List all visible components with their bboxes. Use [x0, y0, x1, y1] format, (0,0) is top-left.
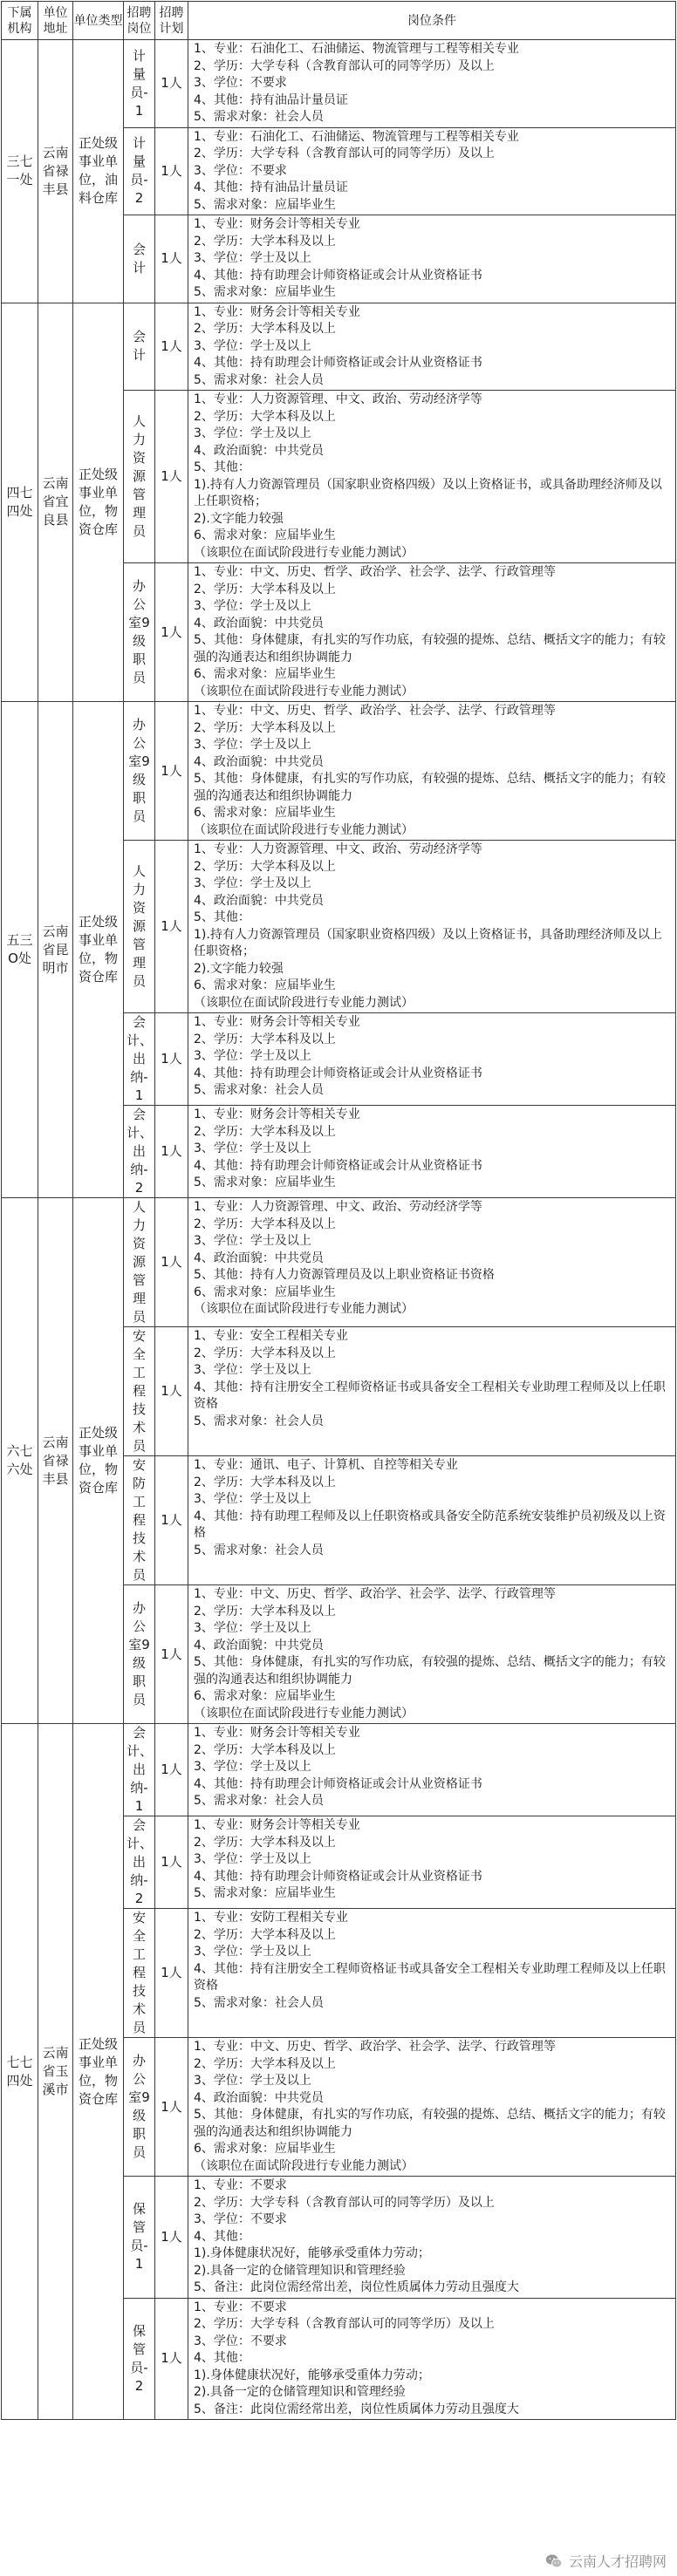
table-body	[2, 40, 676, 2420]
unit-org-cell: 三七一处	[2, 40, 38, 303]
condition-line: 4、其他：	[194, 2351, 250, 2365]
condition-line: 6、需求对象：应届毕业生	[194, 1285, 336, 1299]
condition-line: 4、政治面貌：中共党员	[194, 754, 324, 769]
conditions-cell	[188, 1106, 676, 1198]
condition-line: 3、学位：学士及以上	[194, 1363, 311, 1377]
count-cell: 1人	[155, 1585, 188, 1724]
condition-line: 5、需求对象：社会人员	[194, 110, 324, 124]
condition-line: 5、备注：此岗位需经常出差，岗位性质属体力劳动且强度大	[194, 2402, 519, 2416]
condition-line: 4、其他：持有注册安全工程师资格证书或具备安全工程相关专业助理工程师及以上任职资格	[194, 1380, 666, 1411]
condition-line: 5、需求对象：社会人员	[194, 1414, 324, 1428]
position-cell: 安全工程技术员	[124, 1909, 155, 2038]
condition-line: 4、政治面貌：中共党员	[194, 443, 324, 458]
position-cell: 计量员-2	[124, 127, 155, 215]
conditions-cell	[188, 1909, 676, 2038]
condition-line: 5、其他：身体健康，有扎实的写作功底，有较强的提炼、总结、概括文字的能力；有较强的沟通表达和组织协调能力	[194, 772, 666, 803]
conditions-cell	[188, 303, 676, 391]
condition-line: 2、学历：大学本科及以上	[194, 1124, 336, 1139]
conditions-cell	[188, 1816, 676, 1909]
condition-line: 4、其他：持有助理工程师及以上任职资格或具备安全防范系统安装维护员初级及以上资格	[194, 1509, 666, 1540]
condition-line: 3、学位：学士及以上	[194, 1852, 311, 1866]
condition-line: （该职位在面试阶段进行专业能力测试）	[194, 822, 414, 837]
position-cell: 会计、出纳-1	[124, 1013, 155, 1106]
condition-line: 2、学历：大学本科及以上	[194, 234, 336, 249]
position-cell: 计量员-1	[124, 40, 155, 128]
condition-line: 4、政治面貌：中共党员	[194, 893, 324, 908]
condition-line: 2、学历：大学专科（含教育部认可的同等学历）及以上	[194, 2195, 495, 2210]
condition-line: 4、其他：持有注册安全工程师资格证书或具备安全工程相关专业助理工程师及以上任职资格	[194, 1961, 666, 1993]
count-cell: 1人	[155, 1198, 188, 1327]
count-cell: 1人	[155, 303, 188, 391]
position-cell: 安防工程技术员	[124, 1456, 155, 1585]
condition-line: 1、专业：财务会计等相关专业	[194, 304, 360, 319]
condition-line: 5、需求对象：应届毕业生	[194, 285, 336, 299]
condition-line: 4、政治面貌：中共党员	[194, 616, 324, 630]
unit-org-cell: 六七六处	[2, 1198, 38, 1724]
condition-line: 3、学位：学士及以上	[194, 1141, 311, 1155]
condition-line: 1).持有人力资源管理员（国家职业资格四级）及以上资格证书，具备助理经济师及以上任职资格；	[194, 927, 662, 958]
condition-line: 1、专业：中文、历史、哲学、政治学、社会学、法学、行政管理等	[194, 565, 556, 579]
condition-line: 5、备注：此岗位需经常出差，岗位性质属体力劳动且强度大	[194, 2280, 519, 2294]
condition-line: 5、需求对象：应届毕业生	[194, 1176, 336, 1189]
position-cell: 保管员-1	[124, 2177, 155, 2299]
condition-line: 4、其他：持有助理会计师资格证或会计从业资格证书	[194, 268, 482, 283]
condition-line: 1、专业：通讯、电子、计算机、自控等相关专业	[194, 1458, 458, 1472]
condition-line: 1、专业：人力资源管理、中文、政治、劳动经济学等	[194, 1200, 482, 1214]
condition-line: 4、其他：	[194, 2229, 250, 2244]
condition-line: 4、其他：持有助理会计师资格证或会计从业资格证书	[194, 1869, 482, 1884]
recruitment-table-sheet	[1, 1, 675, 2420]
condition-line: 2).文字能力较强	[194, 961, 284, 976]
conditions-cell	[188, 1724, 676, 1816]
condition-line: 3、学位：学士及以上	[194, 1234, 311, 1248]
condition-line: 4、其他：持有油品计量员证	[194, 92, 348, 107]
conditions-cell	[188, 2177, 676, 2299]
position-cell: 人力资源管理员	[124, 391, 155, 563]
condition-line: 2、学历：大学本科及以上	[194, 1835, 336, 1850]
condition-line: 1、专业：石油化工、石油储运、物流管理与工程等相关专业	[194, 42, 519, 56]
condition-line: 1、专业：人力资源管理、中文、政治、劳动经济学等	[194, 842, 482, 856]
condition-line: 1、专业：财务会计等相关专业	[194, 1726, 360, 1740]
unit-location-cell: 云南省禄丰县	[38, 40, 73, 303]
count-cell: 1人	[155, 215, 188, 303]
condition-line: 1、专业：不要求	[194, 2300, 287, 2314]
conditions-cell	[188, 2298, 676, 2420]
unit-type-cell: 正处级事业单位，物资仓库	[73, 1198, 124, 1724]
conditions-cell	[188, 40, 676, 128]
unit-org-cell: 七七四处	[2, 1724, 38, 2420]
condition-line: 2、学历：大学本科及以上	[194, 582, 336, 596]
condition-line: 1、专业：中文、历史、哲学、政治学、社会学、法学、行政管理等	[194, 1587, 556, 1601]
condition-line: 6、需求对象：应届毕业生	[194, 978, 336, 992]
count-cell: 1人	[155, 1013, 188, 1106]
condition-line: 2、学历：大学专科（含教育部认可的同等学历）及以上	[194, 2317, 495, 2331]
condition-line: 3、学位：不要求	[194, 76, 287, 90]
source-watermark	[539, 2549, 672, 2573]
condition-line: 3、学位：学士及以上	[194, 1945, 311, 1959]
condition-line: 3、学位：学士及以上	[194, 426, 311, 440]
condition-line: 1、专业：石油化工、石油储运、物流管理与工程等相关专业	[194, 129, 519, 144]
condition-line: 2、学历：大学专科（含教育部认可的同等学历）及以上	[194, 58, 495, 73]
wechat-icon	[544, 2552, 564, 2571]
count-cell: 1人	[155, 1909, 188, 2038]
condition-line: 5、需求对象：社会人员	[194, 1083, 324, 1097]
condition-line: 2、学历：大学本科及以上	[194, 1604, 336, 1619]
condition-line: 1、专业：安全工程相关专业	[194, 1329, 348, 1343]
count-cell: 1人	[155, 841, 188, 1013]
condition-line: （该职位在面试阶段进行专业能力测试）	[194, 545, 414, 560]
condition-line: 2、学历：大学本科及以上	[194, 720, 336, 735]
table-row	[2, 702, 676, 841]
count-cell: 1人	[155, 563, 188, 702]
condition-line: 4、政治面貌：中共党员	[194, 1638, 324, 1653]
header-count: 招聘计划	[155, 2, 188, 40]
condition-line: 1、专业：中文、历史、哲学、政治学、社会学、法学、行政管理等	[194, 2040, 556, 2054]
condition-line: 4、其他：持有助理会计师资格证或会计从业资格证书	[194, 356, 482, 370]
condition-line: 2、学历：大学本科及以上	[194, 1346, 336, 1360]
condition-line: 4、其他：持有助理会计师资格证或会计从业资格证书	[194, 1066, 482, 1080]
condition-line: 1、专业：财务会计等相关专业	[194, 1107, 360, 1121]
count-cell: 1人	[155, 2298, 188, 2420]
condition-line: 3、学位：学士及以上	[194, 2074, 311, 2088]
conditions-cell	[188, 391, 676, 563]
condition-line: 6、需求对象：应届毕业生	[194, 1689, 336, 1703]
condition-line: 2、学历：大学本科及以上	[194, 2056, 336, 2071]
count-cell: 1人	[155, 1106, 188, 1198]
watermark-text: 云南人才招聘网	[568, 2553, 667, 2570]
position-cell: 会计、出纳-1	[124, 1724, 155, 1816]
condition-line: 2、学历：大学本科及以上	[194, 1475, 336, 1489]
count-cell: 1人	[155, 1327, 188, 1456]
conditions-cell	[188, 2038, 676, 2177]
table-row	[2, 303, 676, 391]
header-row	[2, 2, 676, 40]
count-cell: 1人	[155, 1456, 188, 1585]
condition-line: 5、需求对象：社会人员	[194, 1995, 324, 2010]
condition-line: 3、学位：学士及以上	[194, 1049, 311, 1063]
unit-type-cell: 正处级事业单位，物资仓库	[73, 702, 124, 1198]
condition-line: 4、政治面貌：中共党员	[194, 2090, 324, 2105]
conditions-cell	[188, 215, 676, 303]
conditions-cell	[188, 127, 676, 215]
condition-line: 6、需求对象：应届毕业生	[194, 667, 336, 681]
condition-line: 3、学位：学士及以上	[194, 338, 311, 353]
condition-line: 2、学历：大学本科及以上	[194, 1927, 336, 1942]
header-type: 单位类型	[73, 2, 124, 40]
position-cell: 人力资源管理员	[124, 841, 155, 1013]
condition-line: 2、学历：大学本科及以上	[194, 322, 336, 336]
unit-type-cell: 正处级事业单位，物资仓库	[73, 303, 124, 702]
unit-location-cell: 云南省宜良县	[38, 303, 73, 702]
condition-line: 4、政治面貌：中共党员	[194, 1251, 324, 1265]
conditions-cell	[188, 563, 676, 702]
conditions-cell	[188, 1013, 676, 1106]
unit-location-cell: 云南省昆明市	[38, 702, 73, 1198]
table-row	[2, 1198, 676, 1327]
position-cell: 安全工程技术员	[124, 1327, 155, 1456]
condition-line: （该职位在面试阶段进行专业能力测试）	[194, 1706, 414, 1721]
condition-line: 3、学位：学士及以上	[194, 599, 311, 613]
count-cell: 1人	[155, 2038, 188, 2177]
condition-line: 5、其他：	[194, 910, 250, 924]
condition-line: 3、学位：学士及以上	[194, 1492, 311, 1506]
count-cell: 1人	[155, 391, 188, 563]
condition-line: 2、学历：大学本科及以上	[194, 409, 336, 424]
condition-line: 1).持有人力资源管理员（国家职业资格四级）及以上资格证书，或具备助理经济师及以上任职资格；	[194, 477, 662, 508]
header-conditions: 岗位条件	[188, 2, 676, 40]
condition-line: （该职位在面试阶段进行专业能力测试）	[194, 684, 414, 699]
position-cell: 办公室9级职员	[124, 1585, 155, 1724]
condition-line: 3、学位：学士及以上	[194, 1621, 311, 1635]
count-cell: 1人	[155, 1816, 188, 1909]
position-cell: 会计	[124, 215, 155, 303]
condition-line: 1、专业：安防工程相关专业	[194, 1911, 348, 1925]
position-cell: 办公室9级职员	[124, 702, 155, 841]
header-position: 招聘岗位	[124, 2, 155, 40]
condition-line: 5、其他：身体健康，有扎实的写作功底，有较强的提炼、总结、概括文字的能力；有较强的沟通表达和组织协调能力	[194, 2108, 666, 2139]
count-cell: 1人	[155, 702, 188, 841]
condition-line: 4、其他：持有油品计量员证	[194, 181, 348, 194]
position-cell: 会计、出纳-2	[124, 1816, 155, 1909]
condition-line: 1、专业：财务会计等相关专业	[194, 1818, 360, 1832]
recruitment-table	[1, 1, 676, 2420]
position-cell: 办公室9级职员	[124, 563, 155, 702]
condition-line: 2、学历：大学本科及以上	[194, 1742, 336, 1757]
condition-line: 1、专业：不要求	[194, 2178, 287, 2192]
position-cell: 人力资源管理员	[124, 1198, 155, 1327]
count-cell: 1人	[155, 127, 188, 215]
condition-line: 4、其他：持有助理会计师资格证或会计从业资格证书	[194, 1776, 482, 1791]
condition-line: 3、学位：学士及以上	[194, 251, 311, 265]
header-location: 单位地址	[38, 2, 73, 40]
condition-line: 1).身体健康状况好，能够承受重体力劳动；	[194, 2246, 430, 2260]
condition-line: 6、需求对象：应届毕业生	[194, 2142, 336, 2156]
conditions-cell	[188, 841, 676, 1013]
conditions-cell	[188, 1456, 676, 1585]
condition-line: 5、需求对象：社会人员	[194, 372, 324, 387]
condition-line: 5、需求对象：应届毕业生	[194, 197, 336, 212]
condition-line: 5、其他：身体健康，有扎实的写作功底，有较强的提炼、总结、概括文字的能力；有较强的沟通表达和组织协调能力	[194, 633, 666, 664]
condition-line: （该职位在面试阶段进行专业能力测试）	[194, 1302, 414, 1316]
condition-line: 2、学历：大学本科及以上	[194, 859, 336, 874]
unit-location-cell: 云南省玉溪市	[38, 1724, 73, 2420]
unit-location-cell: 云南省禄丰县	[38, 1198, 73, 1724]
condition-line: 4、其他：持有助理会计师资格证或会计从业资格证书	[194, 1158, 482, 1173]
unit-org-cell: 五三O处	[2, 702, 38, 1198]
condition-line: 3、学位：学士及以上	[194, 1760, 311, 1774]
condition-line: 5、其他：	[194, 460, 250, 474]
position-cell: 保管员-2	[124, 2298, 155, 2420]
position-cell: 办公室9级职员	[124, 2038, 155, 2177]
condition-line: 5、需求对象：社会人员	[194, 1543, 324, 1557]
condition-line: （该职位在面试阶段进行专业能力测试）	[194, 995, 414, 1010]
count-cell: 1人	[155, 2177, 188, 2299]
unit-type-cell: 正处级事业单位，物资仓库	[73, 1724, 124, 2420]
condition-line: （该职位在面试阶段进行专业能力测试）	[194, 2158, 414, 2173]
condition-line: 2).具备一定的仓储管理知识和管理经验	[194, 2385, 406, 2399]
condition-line: 5、需求对象：应届毕业生	[194, 1886, 336, 1900]
condition-line: 5、需求对象：社会人员	[194, 1794, 324, 1808]
count-cell: 1人	[155, 40, 188, 128]
condition-line: 1、专业：财务会计等相关专业	[194, 217, 360, 231]
condition-line: 1、专业：中文、历史、哲学、政治学、社会学、法学、行政管理等	[194, 704, 556, 718]
condition-line: 2、学历：大学本科及以上	[194, 1032, 336, 1046]
condition-line: 3、学位：学士及以上	[194, 876, 311, 890]
position-cell: 会计	[124, 303, 155, 391]
condition-line: 1、专业：财务会计等相关专业	[194, 1015, 360, 1029]
condition-line: 2、学历：大学专科（含教育部认可的同等学历）及以上	[194, 147, 495, 160]
condition-line: 1).身体健康状况好，能够承受重体力劳动；	[194, 2368, 430, 2382]
condition-line: 3、学位：学士及以上	[194, 738, 311, 752]
condition-line: 2).文字能力较强	[194, 511, 284, 526]
condition-line: 3、学位：不要求	[194, 2212, 287, 2226]
condition-line: 5、其他：持有人力资源管理员及以上职业资格证书资格	[194, 1268, 495, 1282]
conditions-cell	[188, 702, 676, 841]
table-row	[2, 1724, 676, 1816]
unit-type-cell: 正处级事业单位，油料仓库	[73, 40, 124, 303]
unit-org-cell: 四七四处	[2, 303, 38, 702]
conditions-cell	[188, 1198, 676, 1327]
conditions-cell	[188, 1327, 676, 1456]
conditions-cell	[188, 1585, 676, 1724]
condition-line: 1、专业：人力资源管理、中文、政治、劳动经济学等	[194, 392, 482, 406]
condition-line: 3、学位：不要求	[194, 2334, 287, 2348]
header-org: 下属机构	[2, 2, 38, 40]
position-cell: 会计、出纳-2	[124, 1106, 155, 1198]
count-cell: 1人	[155, 1724, 188, 1816]
condition-line: 6、需求对象：应届毕业生	[194, 528, 336, 542]
condition-line: 2).具备一定的仓储管理知识和管理经验	[194, 2263, 406, 2278]
condition-line: 5、其他：身体健康，有扎实的写作功底，有较强的提炼、总结、概括文字的能力；有较强的沟通表达和组织协调能力	[194, 1655, 666, 1687]
condition-line: 6、需求对象：应届毕业生	[194, 806, 336, 820]
table-row	[2, 40, 676, 128]
condition-line: 3、学位：不要求	[194, 163, 287, 178]
condition-line: 2、学历：大学本科及以上	[194, 1216, 336, 1231]
